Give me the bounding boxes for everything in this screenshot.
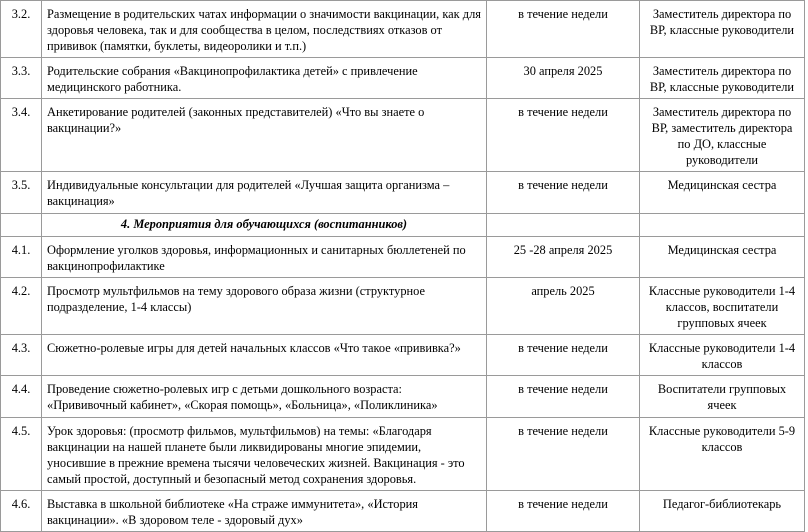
responsible: Педагог-библиотекарь bbox=[640, 491, 805, 532]
deadline: в течение недели bbox=[487, 335, 640, 376]
responsible: Медицинская сестра bbox=[640, 172, 805, 214]
deadline: в течение недели bbox=[487, 376, 640, 418]
table-row bbox=[1, 418, 805, 491]
item-number: 3.3. bbox=[1, 58, 42, 99]
table-row bbox=[1, 491, 805, 532]
responsible: Заместитель директора по ВР, классные руководители bbox=[640, 58, 805, 99]
activity-text: Родительские собрания «Вакцинопрофилактика детей» с привлечение медицинского работника. bbox=[42, 58, 487, 99]
table-row bbox=[1, 278, 805, 335]
deadline: в течение недели bbox=[487, 172, 640, 214]
table-row bbox=[1, 335, 805, 376]
deadline: апрель 2025 bbox=[487, 278, 640, 335]
responsible: Классные руководители 1-4 классов, воспитатели групповых ячеек bbox=[640, 278, 805, 335]
activity-text: Проведение сюжетно-ролевых игр с детьми дошкольного возраста: «Прививочный кабинет», «Скорая помощь», «Больница», «Поликлиника» bbox=[42, 376, 487, 418]
responsible: Заместитель директора по ВР, заместитель директора по ДО, классные руководители bbox=[640, 99, 805, 172]
deadline: в течение недели bbox=[487, 1, 640, 58]
table-row bbox=[1, 99, 805, 172]
activity-text: Урок здоровья: (просмотр фильмов, мультфильмов) на темы: «Благодаря вакцинации на нашей планете были ликвидированы многие эпидемии, уносившие в прежние времена тысячи человеческих жизней. Вакцинация - это самый простой, доступный и безопасный метод сохранения здоровья. bbox=[42, 418, 487, 491]
table-row bbox=[1, 237, 805, 278]
activity-text: Анкетирование родителей (законных представителей) «Что вы знаете о вакцинации?» bbox=[42, 99, 487, 172]
item-number: 4.1. bbox=[1, 237, 42, 278]
section-heading-row bbox=[1, 214, 805, 237]
deadline: в течение недели bbox=[487, 99, 640, 172]
responsible: Воспитатели групповых ячеек bbox=[640, 376, 805, 418]
deadline: в течение недели bbox=[487, 491, 640, 532]
activity-text: Размещение в родительских чатах информации о значимости вакцинации, как для здоровья человека, так и для сообщества в целом, последствиях отказов от прививок (памятки, буклеты, видеоролики и т.п.) bbox=[42, 1, 487, 58]
item-number: 3.2. bbox=[1, 1, 42, 58]
activity-text: Сюжетно-ролевые игры для детей начальных классов «Что такое «прививка?» bbox=[42, 335, 487, 376]
item-number: 4.3. bbox=[1, 335, 42, 376]
item-number: 4.6. bbox=[1, 491, 42, 532]
item-number: 4.2. bbox=[1, 278, 42, 335]
responsible: Заместитель директора по ВР, классные руководители bbox=[640, 1, 805, 58]
table-row bbox=[1, 172, 805, 214]
item-number: 4.5. bbox=[1, 418, 42, 491]
deadline: в течение недели bbox=[487, 418, 640, 491]
item-number: 3.5. bbox=[1, 172, 42, 214]
activity-text: Выставка в школьной библиотеке «На страже иммунитета», «История вакцинации». «В здоровом теле - здоровый дух» bbox=[42, 491, 487, 532]
activity-text: Просмотр мультфильмов на тему здорового образа жизни (структурное подразделение, 1-4 классы) bbox=[42, 278, 487, 335]
responsible: Классные руководители 5-9 классов bbox=[640, 418, 805, 491]
table-row bbox=[1, 1, 805, 58]
responsible: Классные руководители 1-4 классов bbox=[640, 335, 805, 376]
item-number: 3.4. bbox=[1, 99, 42, 172]
item-number: 4.4. bbox=[1, 376, 42, 418]
activity-text: Оформление уголков здоровья, информационных и санитарных бюллетеней по вакцинопрофилактике bbox=[42, 237, 487, 278]
deadline: 25 -28 апреля 2025 bbox=[487, 237, 640, 278]
section-title: 4. Мероприятия для обучающихся (воспитанников) bbox=[42, 214, 487, 237]
deadline: 30 апреля 2025 bbox=[487, 58, 640, 99]
activity-text: Индивидуальные консультации для родителей «Лучшая защита организма – вакцинация» bbox=[42, 172, 487, 214]
table-row bbox=[1, 58, 805, 99]
table-row bbox=[1, 376, 805, 418]
responsible: Медицинская сестра bbox=[640, 237, 805, 278]
